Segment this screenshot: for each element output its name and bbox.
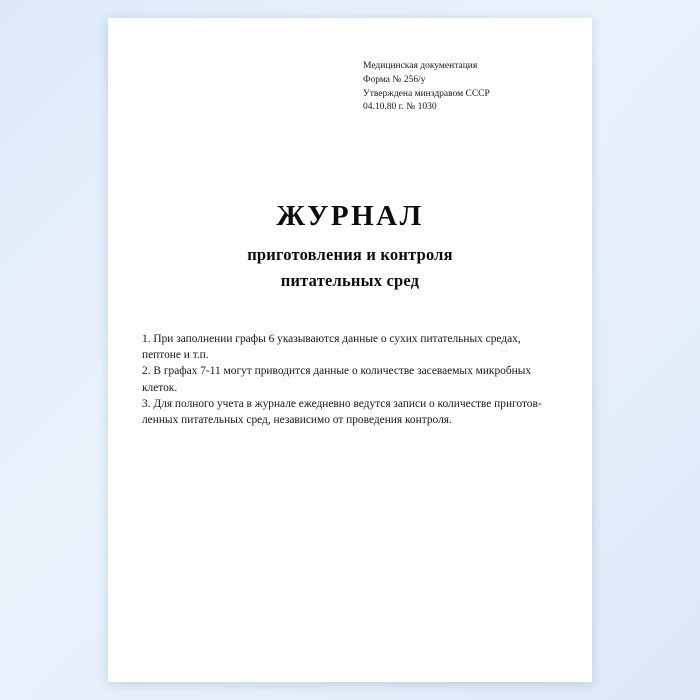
document-title-block [108, 201, 592, 291]
note-item-2: 2. В графах 7-11 могут приводится данные о количестве засеваемых микробных клеток. [142, 365, 532, 394]
document-header [363, 60, 490, 115]
document-notes [142, 331, 562, 428]
document-page [108, 18, 592, 682]
header-line-4: 04.10.80 г. № 1030 [363, 102, 437, 113]
page-title: ЖУРНАЛ [276, 200, 424, 232]
page-subtitle-line-2: питательных сред [280, 270, 420, 290]
header-line-2: Форма № 256/у [363, 74, 426, 85]
header-line-1: Медицинская документация [363, 61, 478, 71]
note-item-3: 3. Для полного учета в журнале ежедневно ведутся записи о количестве приготов-ленных питательных сред, независимо от проведения контроля. [142, 397, 542, 426]
page-subtitle-line-1: приготовления и контроля [247, 244, 453, 264]
note-item-1: 1. При заполнении графы 6 указываются данные о сухих питательных средах, пептоне и т.п. [142, 333, 521, 362]
header-line-3: Утверждена минздравом СССР [363, 88, 490, 99]
